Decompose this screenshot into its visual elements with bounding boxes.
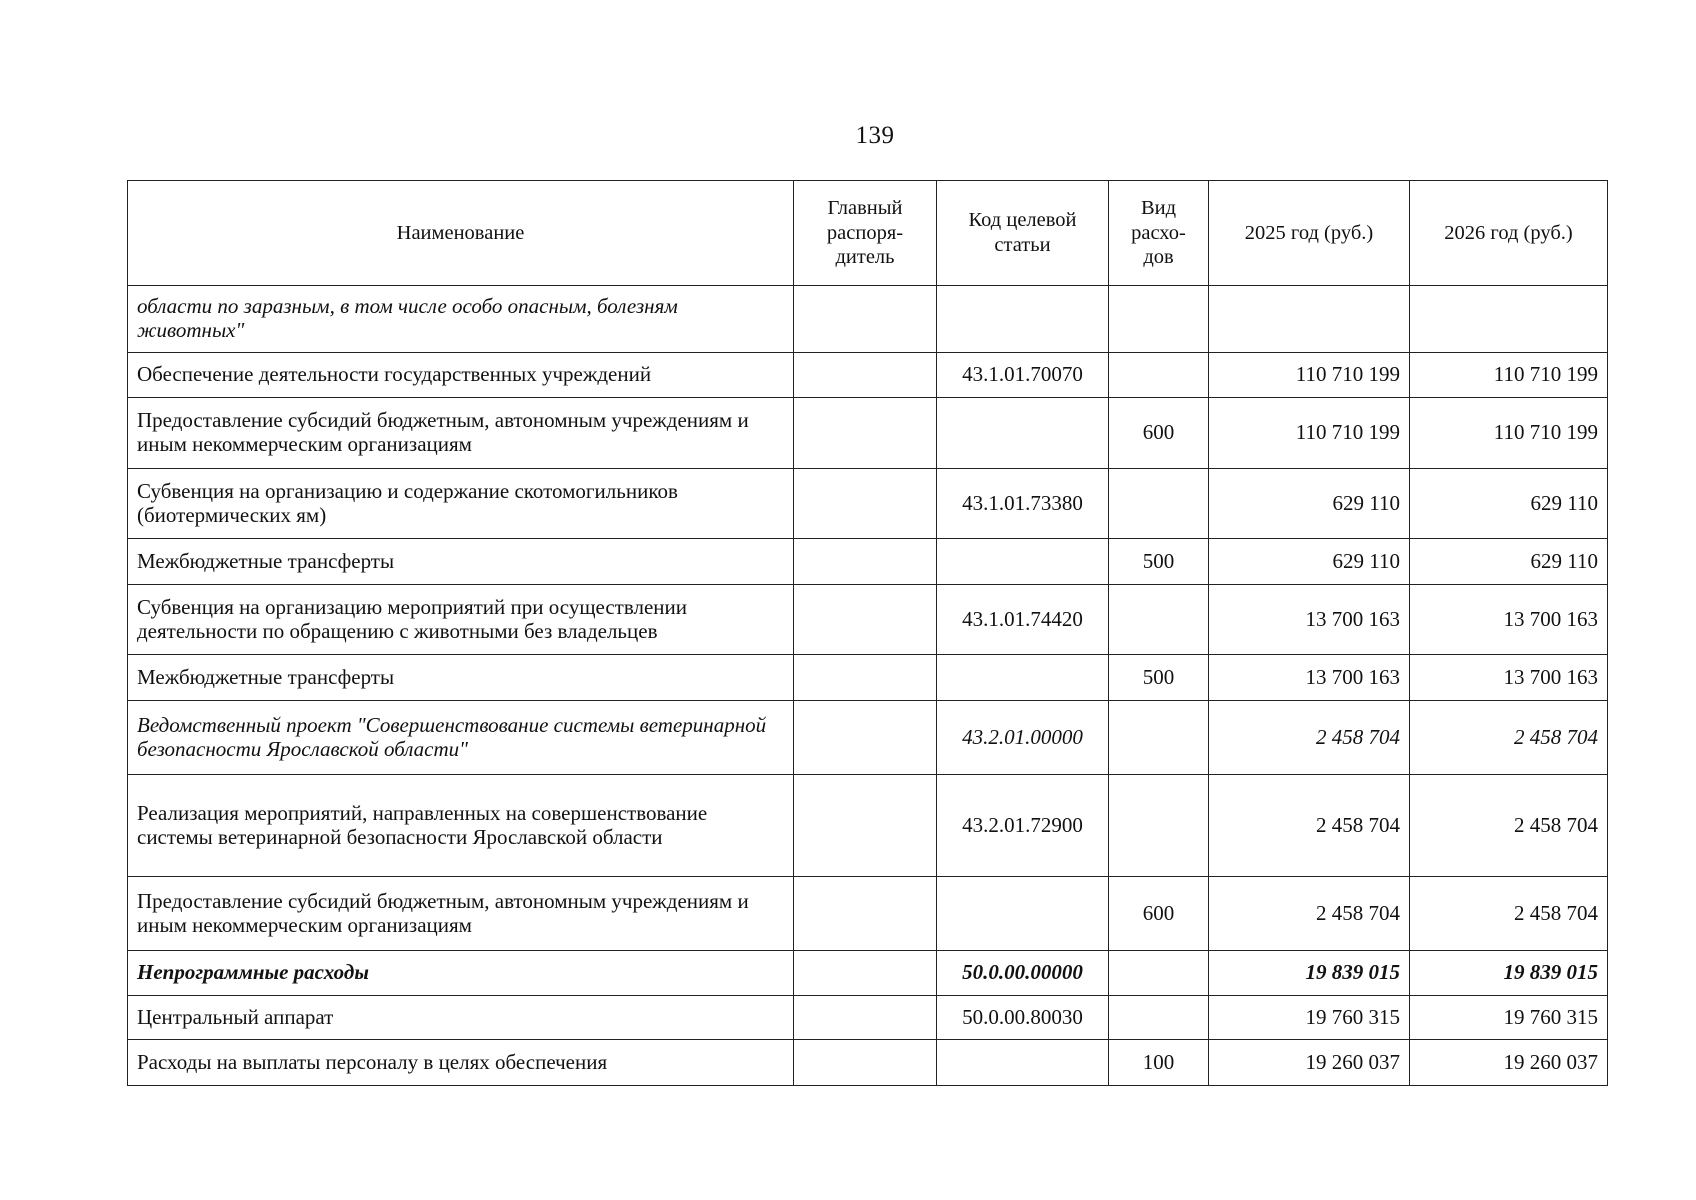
cell-2026: 110 710 199 — [1410, 398, 1608, 469]
cell-2026: 13 700 163 — [1410, 585, 1608, 655]
cell-2026: 19 839 015 — [1410, 951, 1608, 996]
cell-2026 — [1410, 286, 1608, 353]
cell-2025: 13 700 163 — [1209, 585, 1410, 655]
cell-manager — [794, 469, 937, 539]
cell-manager — [794, 655, 937, 701]
cell-kind: 600 — [1109, 877, 1209, 951]
cell-2025 — [1209, 286, 1410, 353]
cell-2026: 2 458 704 — [1410, 775, 1608, 877]
table-row — [128, 539, 1608, 585]
cell-code: 43.2.01.00000 — [937, 701, 1109, 775]
cell-2026: 629 110 — [1410, 469, 1608, 539]
cell-code — [937, 655, 1109, 701]
cell-kind — [1109, 469, 1209, 539]
cell-2026: 2 458 704 — [1410, 877, 1608, 951]
cell-kind: 500 — [1109, 539, 1209, 585]
cell-kind: 500 — [1109, 655, 1209, 701]
cell-2025: 19 260 037 — [1209, 1040, 1410, 1086]
page-number: 139 — [855, 122, 895, 149]
table-row — [128, 877, 1608, 951]
cell-2026: 2 458 704 — [1410, 701, 1608, 775]
cell-code: 50.0.00.00000 — [937, 951, 1109, 996]
cell-code — [937, 398, 1109, 469]
cell-name: Расходы на выплаты персоналу в целях обеспечения — [128, 1040, 794, 1086]
header-2026: 2026 год (руб.) — [1410, 181, 1608, 286]
cell-name: Межбюджетные трансферты — [128, 655, 794, 701]
table-row — [128, 701, 1608, 775]
cell-kind — [1109, 951, 1209, 996]
cell-kind — [1109, 701, 1209, 775]
cell-2025: 110 710 199 — [1209, 353, 1410, 398]
cell-name: Центральный аппарат — [128, 996, 794, 1040]
header-kind: Вид расхо-дов — [1109, 181, 1209, 286]
cell-2026: 19 760 315 — [1410, 996, 1608, 1040]
cell-2025: 2 458 704 — [1209, 877, 1410, 951]
cell-code: 43.2.01.72900 — [937, 775, 1109, 877]
cell-code: 43.1.01.70070 — [937, 353, 1109, 398]
cell-name: Непрограммные расходы — [128, 951, 794, 996]
cell-name: области по заразным, в том числе особо опасным, болезням животных" — [128, 286, 794, 353]
cell-manager — [794, 398, 937, 469]
table-row — [128, 655, 1608, 701]
cell-manager — [794, 996, 937, 1040]
table-row — [128, 469, 1608, 539]
table-row — [128, 585, 1608, 655]
cell-name: Предоставление субсидий бюджетным, автономным учреждениям и иным некоммерческим организациям — [128, 398, 794, 469]
cell-name: Реализация мероприятий, направленных на совершенствование системы ветеринарной безопасности Ярославской области — [128, 775, 794, 877]
table-row — [128, 353, 1608, 398]
cell-name: Межбюджетные трансферты — [128, 539, 794, 585]
cell-2026: 110 710 199 — [1410, 353, 1608, 398]
header-code: Код целевой статьи — [937, 181, 1109, 286]
cell-2025: 19 760 315 — [1209, 996, 1410, 1040]
table-row — [128, 398, 1608, 469]
cell-manager — [794, 539, 937, 585]
table-row — [128, 996, 1608, 1040]
cell-code: 43.1.01.74420 — [937, 585, 1109, 655]
cell-manager — [794, 585, 937, 655]
cell-2025: 110 710 199 — [1209, 398, 1410, 469]
cell-name: Предоставление субсидий бюджетным, автономным учреждениям и иным некоммерческим организациям — [128, 877, 794, 951]
cell-code: 43.1.01.73380 — [937, 469, 1109, 539]
table-row — [128, 951, 1608, 996]
cell-kind — [1109, 286, 1209, 353]
cell-kind — [1109, 585, 1209, 655]
cell-name: Обеспечение деятельности государственных учреждений — [128, 353, 794, 398]
cell-2025: 19 839 015 — [1209, 951, 1410, 996]
cell-2026: 13 700 163 — [1410, 655, 1608, 701]
cell-manager — [794, 1040, 937, 1086]
cell-name: Ведомственный проект "Совершенствование системы ветеринарной безопасности Ярославской области" — [128, 701, 794, 775]
budget-table — [127, 180, 1608, 1086]
cell-code — [937, 877, 1109, 951]
cell-code — [937, 539, 1109, 585]
cell-manager — [794, 951, 937, 996]
cell-2025: 2 458 704 — [1209, 775, 1410, 877]
cell-manager — [794, 286, 937, 353]
cell-manager — [794, 775, 937, 877]
cell-manager — [794, 353, 937, 398]
header-2025: 2025 год (руб.) — [1209, 181, 1410, 286]
cell-name: Субвенция на организацию и содержание скотомогильников (биотермических ям) — [128, 469, 794, 539]
table-header-row — [128, 181, 1608, 286]
cell-2026: 629 110 — [1410, 539, 1608, 585]
cell-kind — [1109, 775, 1209, 877]
cell-2025: 629 110 — [1209, 539, 1410, 585]
table-row — [128, 775, 1608, 877]
cell-name: Субвенция на организацию мероприятий при осуществлении деятельности по обращению с животными без владельцев — [128, 585, 794, 655]
cell-kind — [1109, 353, 1209, 398]
cell-2025: 629 110 — [1209, 469, 1410, 539]
cell-code — [937, 1040, 1109, 1086]
header-manager: Главный распоря-дитель — [794, 181, 937, 286]
cell-manager — [794, 701, 937, 775]
cell-2025: 13 700 163 — [1209, 655, 1410, 701]
cell-kind — [1109, 996, 1209, 1040]
header-name: Наименование — [128, 181, 794, 286]
table-row — [128, 286, 1608, 353]
cell-kind: 100 — [1109, 1040, 1209, 1086]
cell-code: 50.0.00.80030 — [937, 996, 1109, 1040]
cell-2026: 19 260 037 — [1410, 1040, 1608, 1086]
cell-kind: 600 — [1109, 398, 1209, 469]
cell-code — [937, 286, 1109, 353]
table-row — [128, 1040, 1608, 1086]
cell-2025: 2 458 704 — [1209, 701, 1410, 775]
cell-manager — [794, 877, 937, 951]
